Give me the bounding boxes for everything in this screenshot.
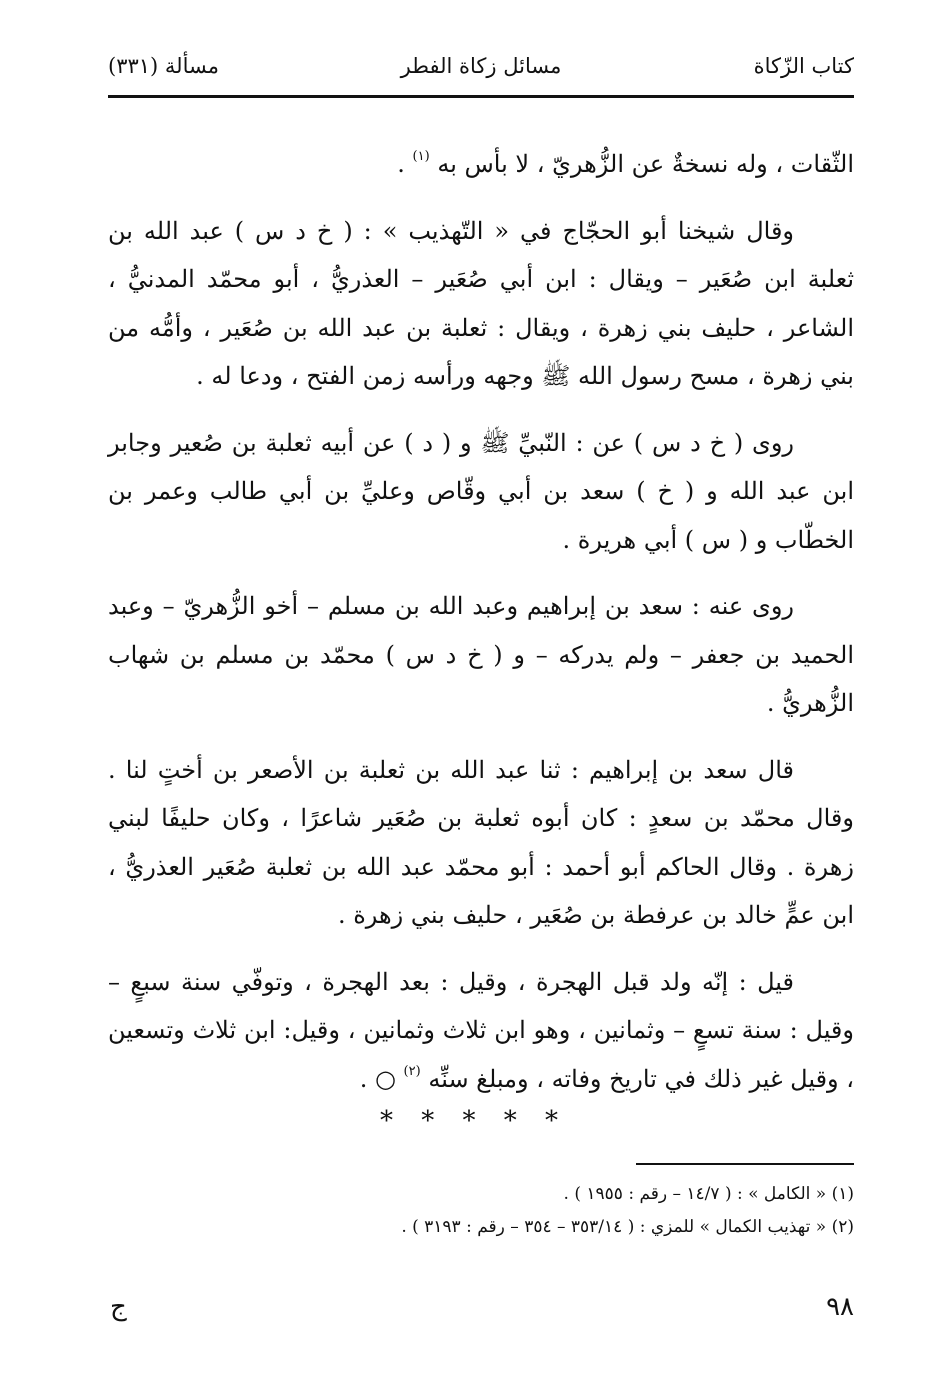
header-chapter-title: مسائل زكاة الفطر bbox=[400, 54, 562, 78]
footnote-2: (٢) « تهذيب الكمال » للمزي : ( ٣٥٣/١٤ – ٣٥٤ – رقم : ٣١٩٣ ) . bbox=[401, 1217, 854, 1237]
footnote-ref-1: (١) bbox=[412, 149, 430, 164]
section-separator: * * * * * bbox=[379, 1106, 569, 1136]
paragraph-5: قال سعد بن إبراهيم : ثنا عبد الله بن ثعلبة بن الأصعر بن أختٍ لنا . وقال محمّد بن سعدٍ : كان أبوه ثعلبة بن صُعَير شاعرًا ، وكان حليفًا لبني زهرة . وقال الحاكم أبو أحمد : أبو محمّد عبد الله بن ثعلبة صُعَير العذريُّ ، ابن عمٍّ خالد بن عرفطة بن صُعَير ، حليف بني زهرة . bbox=[108, 755, 854, 929]
paragraph-1-text: الثّقات ، وله نسخةٌ عن الزُّهريّ ، لا بأس به bbox=[437, 150, 854, 178]
main-text bbox=[108, 140, 854, 1121]
page-number: ٩٨ bbox=[826, 1292, 854, 1322]
header-book-title: كتاب الزّكاة bbox=[753, 54, 854, 78]
paragraph-6 bbox=[108, 958, 854, 1104]
footnote-ref-2: (٢) bbox=[403, 1063, 421, 1079]
paragraph-6-tail: ○ . bbox=[359, 1064, 404, 1093]
paragraph-1-tail: . bbox=[397, 150, 413, 178]
footnote-1: (١) « الكامل » : ( ١٤/٧ – رقم : ١٩٥٥ ) . bbox=[563, 1184, 854, 1204]
running-header bbox=[108, 48, 854, 88]
paragraph-4: روى عنه : سعد بن إبراهيم وعبد الله بن مسلم – أخو الزُّهريّ – وعبد الحميد بن جعفر – ولم يدركه – و ( خ د س ) محمّد بن مسلم بن شهاب الزُّهريُّ . bbox=[108, 592, 854, 717]
paragraph-6-text: قيل : إنّه ولد قبل الهجرة ، وقيل : بعد الهجرة ، وتوفّي سنة سبعٍ – وقيل : سنة تسعٍ – وثمانين ، وهو ابن ثلاث وثمانين ، وقيل: ابن ثلاث وتسعين ، وقيل غير ذلك في تاريخ وفاته ، ومبلغ سنِّه bbox=[108, 967, 854, 1093]
footnotes bbox=[108, 1178, 854, 1244]
footnote-divider bbox=[636, 1163, 854, 1165]
paragraph-1 bbox=[108, 140, 854, 189]
paragraph-3: روى ( خ د س ) عن : النّبيِّ ﷺ و ( د ) عن أبيه ثعلبة بن صُعير وجابر ابن عبد الله و ( خ ) سعد بن أبي وقّاص وعليِّ بن أبي طالب وعمر بن الخطّاب و ( س ) أبي هريرة . bbox=[108, 428, 854, 554]
header-issue-number: مسألة (٣٣١) bbox=[108, 54, 219, 78]
paragraph-2: وقال شيخنا أبو الحجّاج في « التّهذيب » : ( خ د س ) عبد الله بن ثعلبة ابن صُعَير – ويقال : ابن أبي صُعَير – العذريُّ ، أبو محمّد المدنيُّ ، الشاعر ، حليف بني زهرة ، ويقال : ثعلبة بن عبد الله بن صُعَير ، وأمُّه من بني زهرة ، مسح رسول الله ﷺ وجهه ورأسه زمن الفتح ، ودعا له . bbox=[108, 216, 855, 390]
header-divider bbox=[108, 95, 854, 98]
signature-mark: ج bbox=[110, 1292, 127, 1322]
